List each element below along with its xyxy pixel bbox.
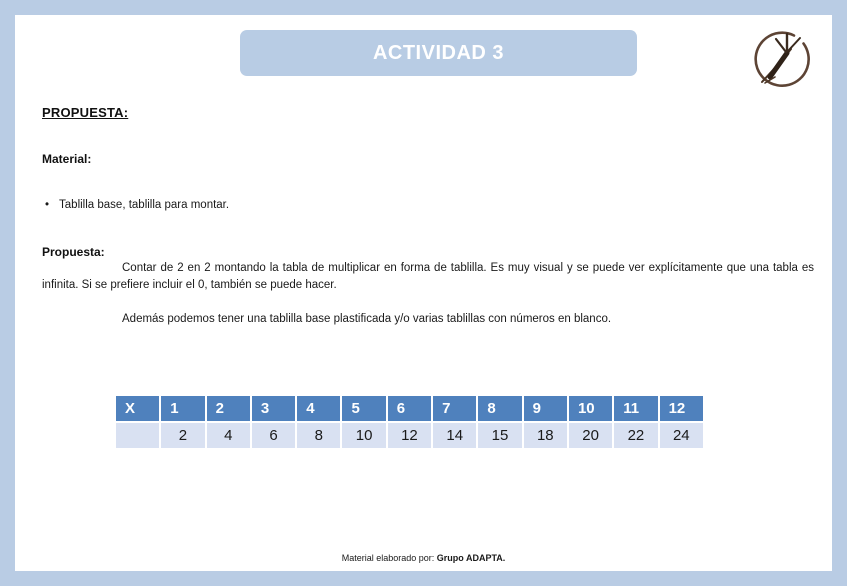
table-value-cell: 12 (387, 422, 432, 449)
table-value-cell: 6 (251, 422, 296, 449)
material-heading: Material: (42, 152, 92, 166)
propuesta-paragraph-2: Además podemos tener una tablilla base plastificada y/o varias tablillas con números en blanco. (122, 313, 612, 325)
table-header-cell: 7 (432, 395, 477, 422)
worksheet-page (15, 15, 832, 571)
propuesta-subheading: Propuesta: (42, 245, 105, 259)
propuesta-paragraph-1: Contar de 2 en 2 montando la tabla de multiplicar en forma de tablilla. Es muy visual y se puede ver explícitamente que una tabla es infinita. Si se prefiere incluir el 0, también se puede hacer. (42, 262, 814, 291)
footer-credit-name: Grupo ADAPTA. (436, 553, 506, 563)
table-value-cell: 10 (341, 422, 386, 449)
material-item-text: Tablilla base, tablilla para montar. (59, 199, 230, 211)
table-header-cell: 5 (341, 395, 386, 422)
table-header-cell: 9 (523, 395, 568, 422)
table-value-cell (115, 422, 160, 449)
table-value-row (115, 422, 704, 449)
material-list-item (45, 199, 229, 211)
table-header-cell: X (115, 395, 160, 422)
multiplication-table (114, 394, 705, 450)
table-value-cell: 4 (206, 422, 251, 449)
table-header-cell: 8 (477, 395, 522, 422)
table-header-cell: 3 (251, 395, 296, 422)
table-header-cell: 10 (568, 395, 613, 422)
table-header-cell: 12 (659, 395, 704, 422)
table-value-cell: 2 (160, 422, 205, 449)
activity-title: ACTIVIDAD 3 (372, 41, 505, 64)
propuesta-title: PROPUESTA: (42, 105, 129, 120)
table-header-cell: 4 (296, 395, 341, 422)
table-value-cell: 14 (432, 422, 477, 449)
footer-prefix: Material elaborado por: (341, 553, 437, 563)
table-value-cell: 24 (659, 422, 704, 449)
table-value-cell: 15 (477, 422, 522, 449)
table-value-cell: 22 (613, 422, 658, 449)
table-header-cell: 6 (387, 395, 432, 422)
table-header-cell: 1 (160, 395, 205, 422)
table-header-cell: 11 (613, 395, 658, 422)
table-value-cell: 8 (296, 422, 341, 449)
activity-title-banner (240, 30, 637, 76)
table-header-row (115, 395, 704, 422)
footer-credit (15, 553, 832, 563)
bullet-icon: • (45, 199, 50, 211)
grupo-adapta-logo-icon (749, 26, 815, 92)
table-header-cell: 2 (206, 395, 251, 422)
table-value-cell: 20 (568, 422, 613, 449)
table-value-cell: 18 (523, 422, 568, 449)
